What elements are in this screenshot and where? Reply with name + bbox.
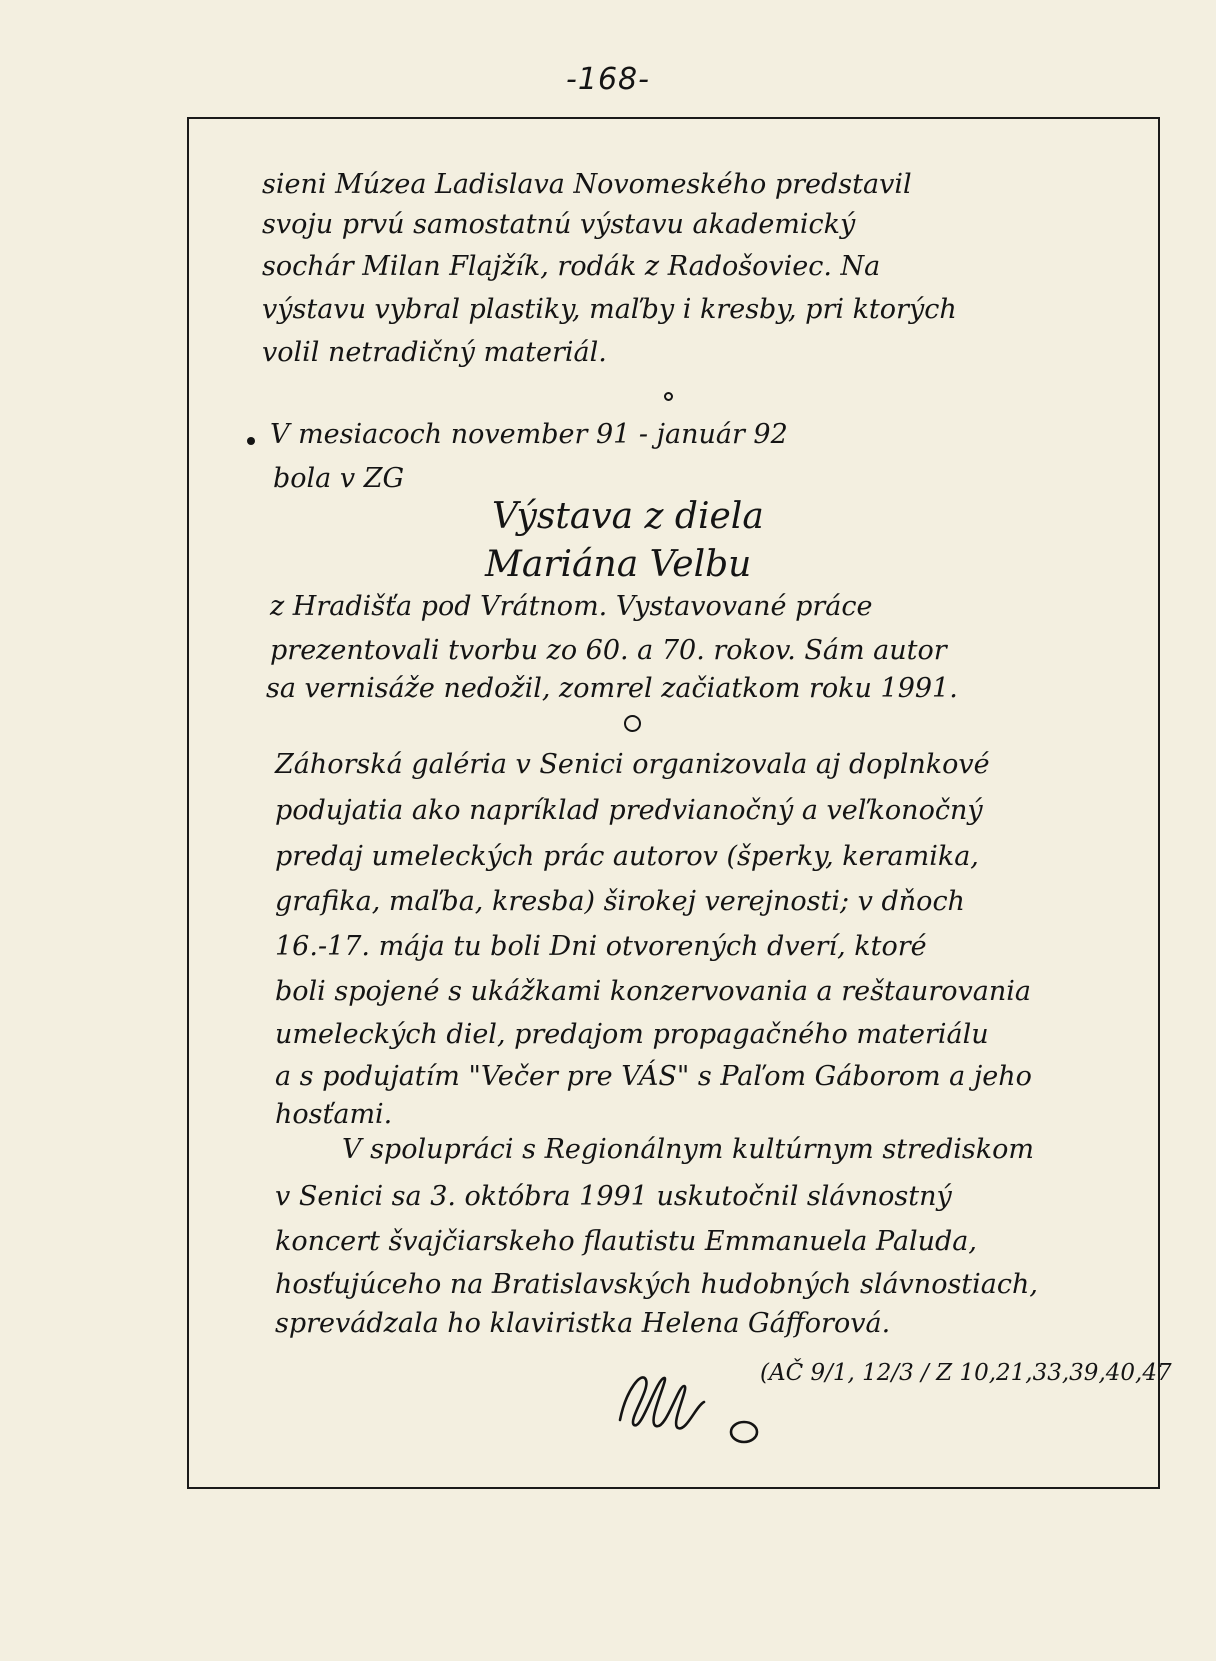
separator-ring [664,392,673,401]
source-reference: (AČ 9/1, 12/3 / Z 10,21,33,39,40,47 [760,1360,1172,1386]
text-line: 16.-17. mája tu boli Dni otvorených dverí, ktoré [275,931,927,962]
exhibition-title: Mariána Velbu [485,544,752,585]
text-line: sa vernisáže nedožil, zomrel začiatkom roku 1991. [266,673,958,704]
text-line: bola v ZG [273,463,405,494]
text-line: koncert švajčiarskeho flautistu Emmanuela Paluda, [275,1226,977,1257]
text-line: boli spojené s ukážkami konzervovania a reštaurovania [275,976,1031,1007]
text-line: sprevádzala ho klaviristka Helena Gáfforová. [275,1308,891,1339]
page-number: -168- [566,62,650,97]
text-line: prezentovali tvorbu zo 60. a 70. rokov. Sám autor [270,635,947,666]
text-line: volil netradičný materiál. [262,337,607,368]
text-line: hosťujúceho na Bratislavských hudobných slávnostiach, [275,1269,1038,1300]
text-line: V mesiacoch november 91 - január 92 [270,419,788,450]
text-line: grafika, maľba, kresba) širokej verejnosti; v dňoch [275,886,965,917]
bullet-icon [247,437,255,445]
text-line: hosťami. [275,1099,393,1130]
signature-mark [612,1350,762,1445]
separator-ring [624,715,641,732]
text-line: a s podujatím "Večer pre VÁS" s Paľom Gáborom a jeho [275,1061,1032,1092]
text-line: podujatia ako napríklad predvianočný a veľkonočný [275,795,983,826]
text-line: V spolupráci s Regionálnym kultúrnym strediskom [342,1134,1034,1165]
text-line: výstavu vybral plastiky, maľby i kresby, pri ktorých [262,294,957,325]
text-line: z Hradišťa pod Vrátnom. Vystavované práce [270,591,873,622]
text-line: Záhorská galéria v Senici organizovala aj doplnkové [275,749,990,780]
exhibition-title: Výstava z diela [492,496,764,537]
text-line: predaj umeleckých prác autorov (šperky, keramika, [275,841,979,872]
text-line: umeleckých diel, predajom propagačného materiálu [275,1019,989,1050]
text-line: svoju prvú samostatnú výstavu akademický [262,209,856,240]
text-line: sieni Múzea Ladislava Novomeského predstavil [262,169,912,200]
text-line: v Senici sa 3. októbra 1991 uskutočnil slávnostný [275,1181,952,1212]
text-line: sochár Milan Flajžík, rodák z Radošoviec. Na [262,251,881,282]
